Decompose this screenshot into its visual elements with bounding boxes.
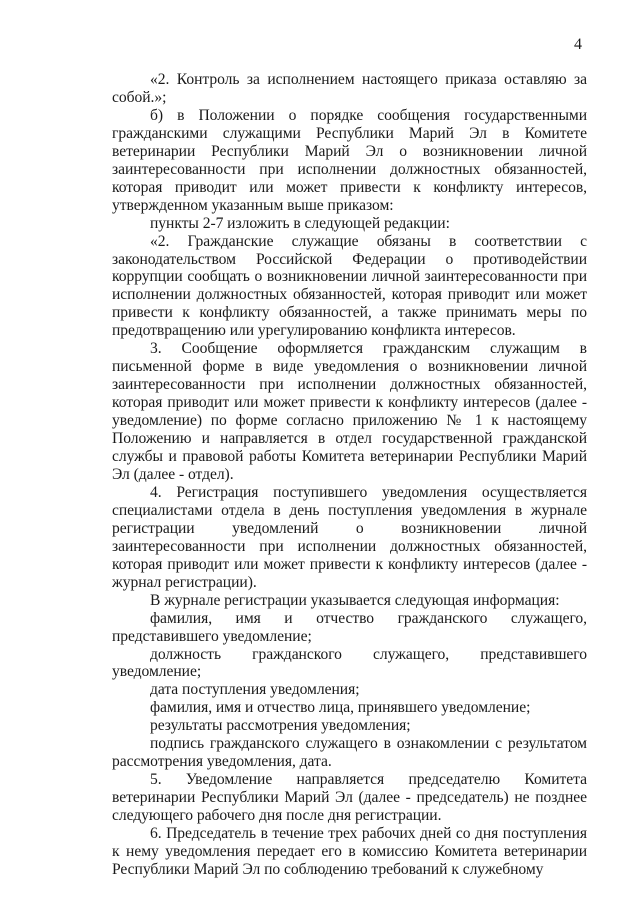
paragraph: «2. Гражданские служащие обязаны в соответствии с законодательством Российской Федерации о противодействии коррупции сообщать о возникновении личной заинтересованности при исполнении должностных обязанностей, которая приводит или может привести к конфликту обязанностей, а также принимать меры по предотвращению или урегулированию конфликта интересов. — [112, 232, 587, 340]
list-item: дата поступления уведомления; — [150, 681, 360, 699]
paragraph: б) в Положении о порядке сообщения государственными гражданскими служащими Республики Марий Эл в Комитете ветеринарии Республики Марий Эл о возникновении личной заинтересованности при исполнении должностных обязанностей, которая приводит или может привести к конфликту интересов, утвержденном указанным выше приказом: — [112, 106, 587, 214]
list-item: фамилия, имя и отчество лица, принявшего уведомление; — [150, 699, 531, 717]
page-number: 4 — [574, 36, 582, 53]
list-item: подпись гражданского служащего в ознакомлении с результатом рассмотрения уведомления, дата. — [112, 735, 587, 771]
paragraph: «2. Контроль за исполнением настоящего приказа оставляю за собой.»; — [112, 71, 587, 106]
list-item: должность гражданского служащего, представившего уведомление; — [112, 645, 587, 681]
paragraph: В журнале регистрации указывается следующая информация: — [150, 591, 560, 609]
paragraph: 6. Председатель в течение трех рабочих дней со дня поступления к нему уведомления передает его в комиссию Комитета ветеринарии Республики Марий Эл по соблюдению требований к служебному — [112, 825, 587, 878]
paragraph: 3. Сообщение оформляется гражданским служащим в письменной форме в виде уведомления о возникновении личной заинтересованности при исполнении должностных обязанностей, которая приводит или может привести к конфликту интересов (далее - уведомление) по форме согласно приложению № 1 к настоящему Положению и направляется в отдел государственной гражданской службы и правовой работы Комитета ветеринарии Республики Марий Эл (далее - отдел). — [112, 340, 587, 483]
list-item: фамилия, имя и отчество гражданского служащего, представившего уведомление; — [112, 609, 587, 645]
paragraph: 5. Уведомление направляется председателю Комитета ветеринарии Республики Марий Эл (далее - председатель) не позднее следующего рабочего дня после дня регистрации. — [112, 771, 587, 825]
paragraph: пункты 2-7 изложить в следующей редакции: — [150, 214, 450, 232]
list-item: результаты рассмотрения уведомления; — [150, 717, 411, 735]
document-body — [112, 71, 587, 879]
paragraph: 4. Регистрация поступившего уведомления осуществляется специалистами отдела в день поступления уведомления в журнале регистрации уведомлений о возникновении личной заинтересованности при исполнении должностных обязанностей, которая приводит или может привести к конфликту интересов (далее - журнал регистрации). — [112, 483, 587, 591]
